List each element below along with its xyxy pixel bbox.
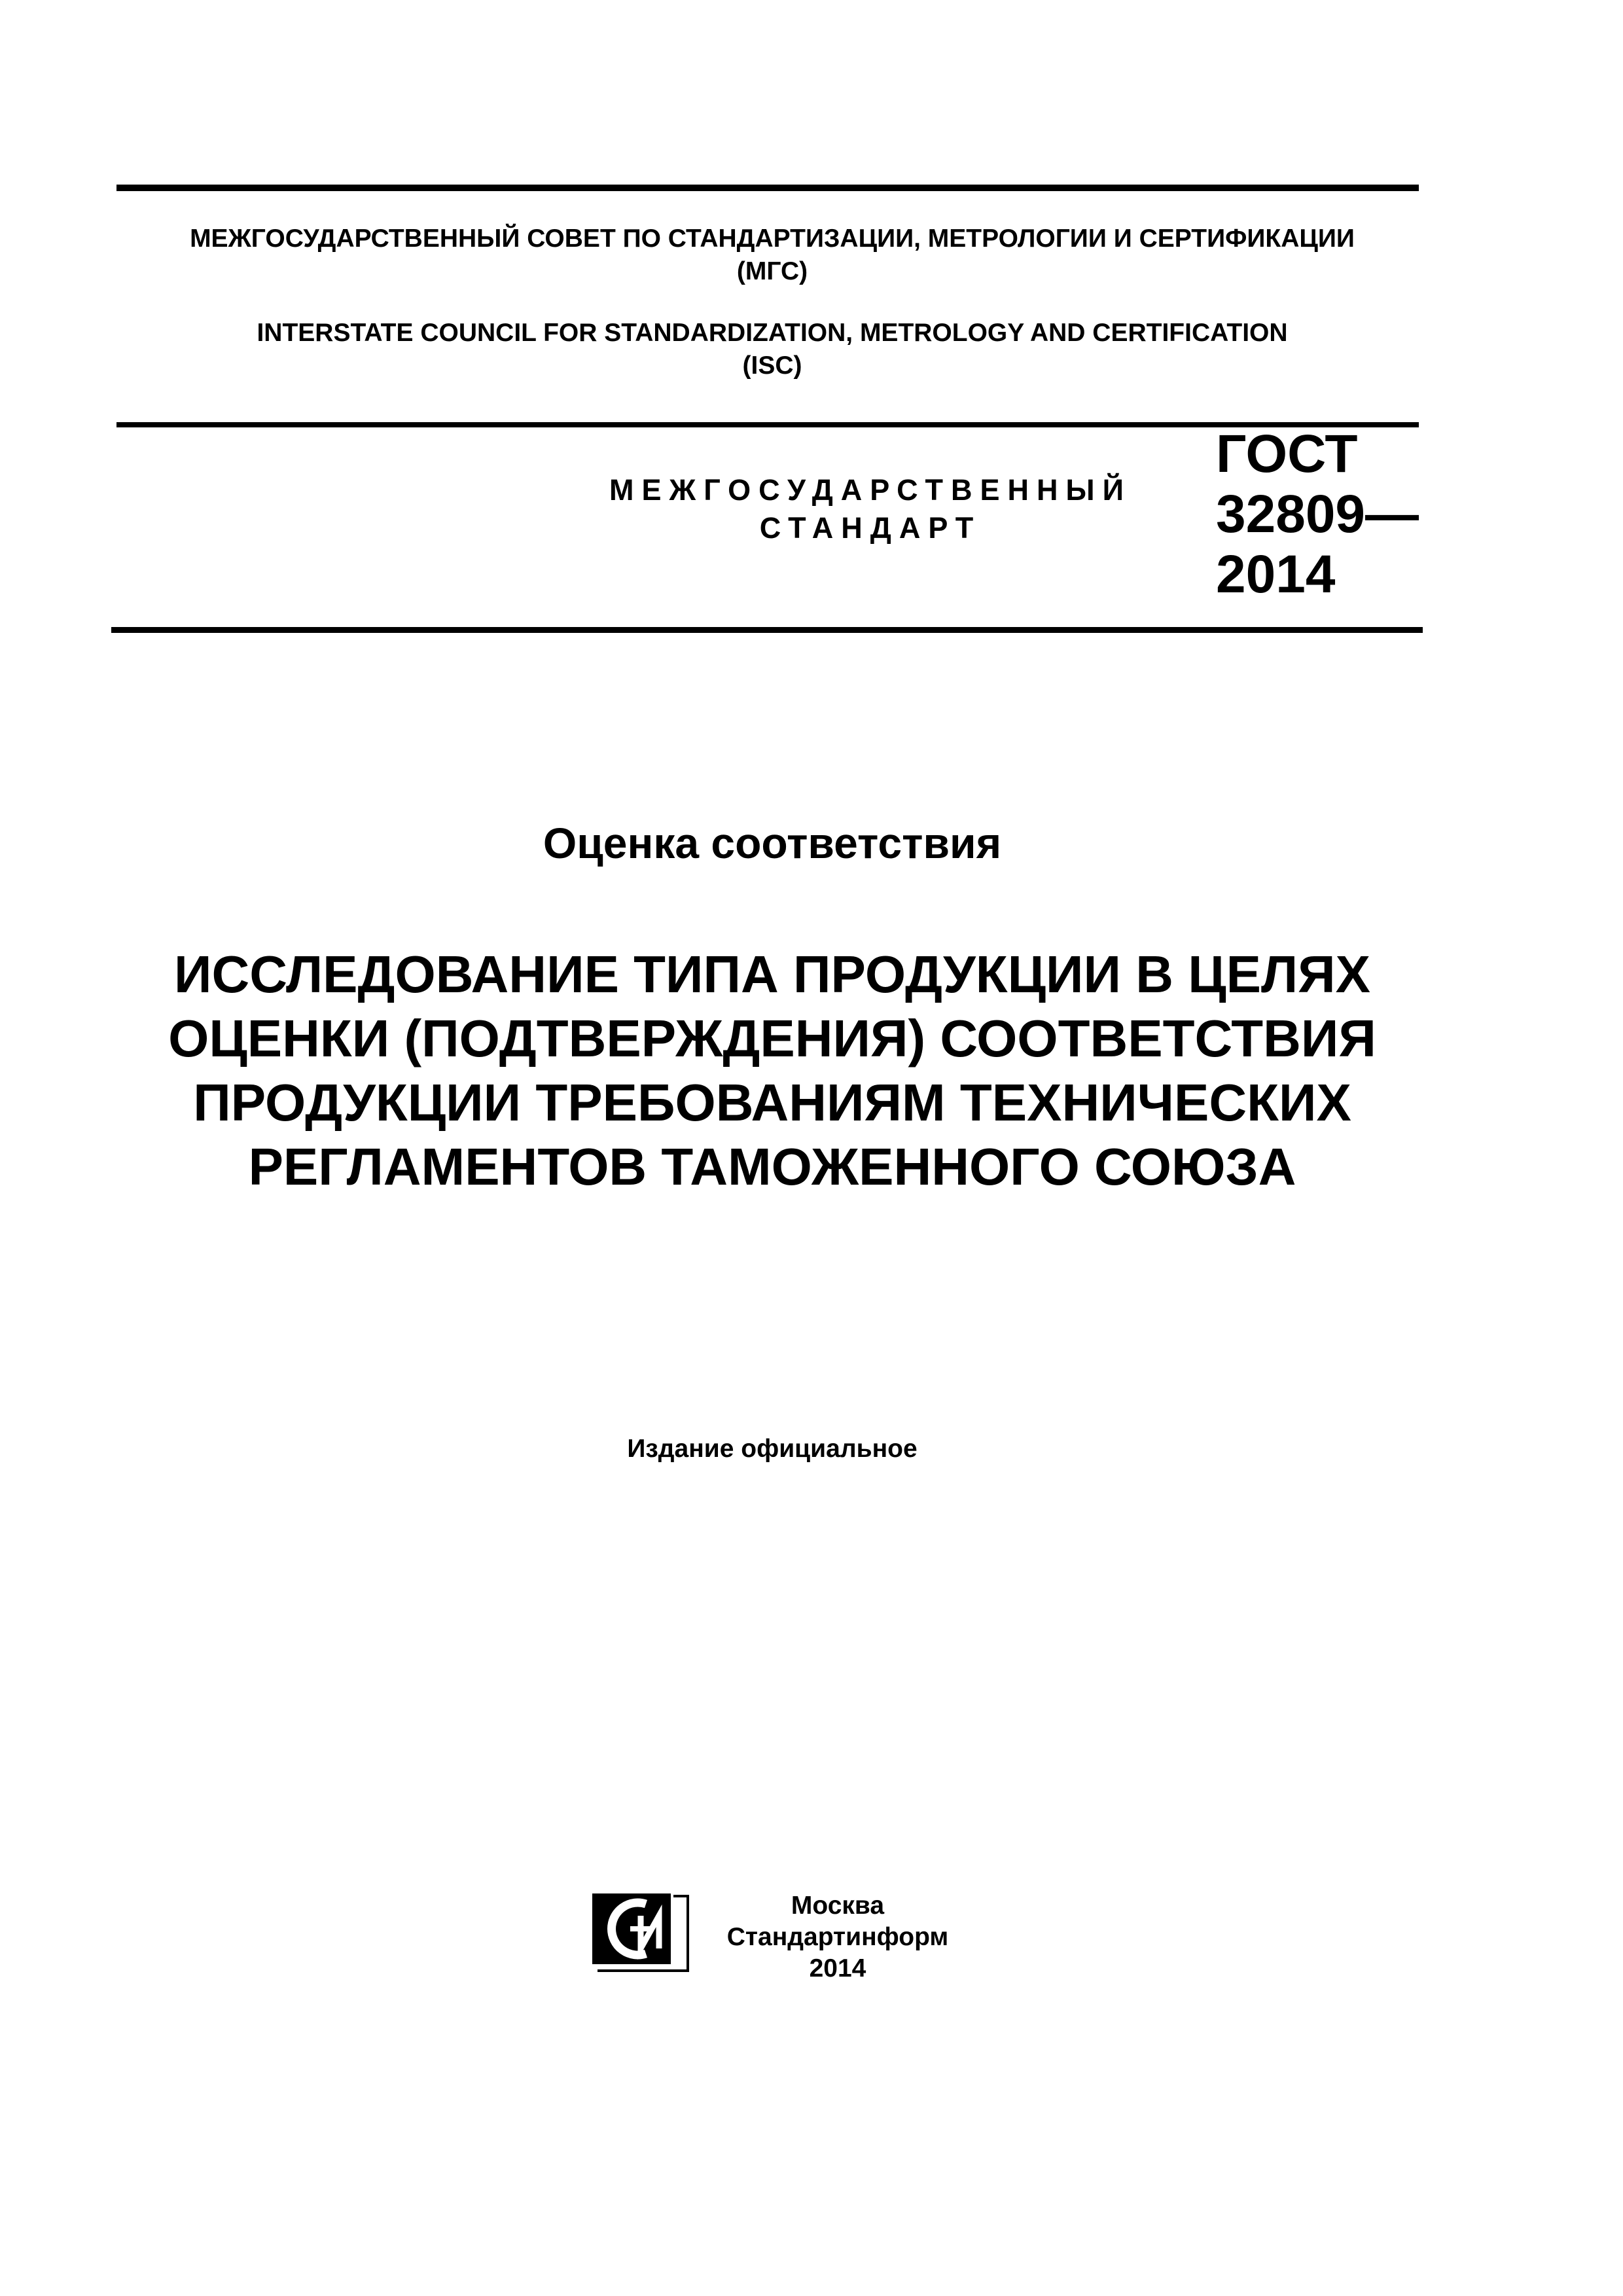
council-header <box>118 223 1427 382</box>
standard-type <box>510 471 1230 547</box>
edition-label: Издание официальное <box>627 1435 918 1463</box>
main-title-line3: ПРОДУКЦИИ ТРЕБОВАНИЯМ ТЕХНИЧЕСКИХ <box>193 1073 1351 1132</box>
gost-code-line2: 32809— <box>1216 484 1419 544</box>
publisher-block <box>713 1890 962 1984</box>
publisher-name: Стандартинформ <box>726 1923 949 1951</box>
bottom-rule <box>111 627 1423 633</box>
main-title-line1: ИССЛЕДОВАНИЕ ТИПА ПРОДУКЦИИ В ЦЕЛЯХ <box>173 945 1371 1003</box>
standard-type-line2: СТАНДАРТ <box>759 511 982 545</box>
gost-code <box>1216 424 1419 605</box>
publisher-year: 2014 <box>809 1954 866 1982</box>
gost-code-line3: 2014 <box>1216 545 1336 604</box>
gost-code-line1: ГОСТ <box>1216 424 1358 484</box>
publisher-city: Москва <box>791 1892 885 1920</box>
subtitle: Оценка соответствия <box>543 819 1002 867</box>
council-name-ru: МЕЖГОСУДАРСТВЕННЫЙ СОВЕТ ПО СТАНДАРТИЗАЦИИ, МЕТРОЛОГИИ И СЕРТИФИКАЦИИ <box>190 224 1355 253</box>
standartinform-logo-icon <box>592 1893 692 1975</box>
council-abbr-en: (ISC) <box>742 351 802 380</box>
main-title-line2: ОЦЕНКИ (ПОДТВЕРЖДЕНИЯ) СООТВЕТСТВИЯ <box>168 1009 1376 1067</box>
main-title <box>92 942 1453 1199</box>
council-name-en: INTERSTATE COUNCIL FOR STANDARDIZATION, METROLOGY AND CERTIFICATION <box>257 319 1288 347</box>
council-abbr-ru: (МГС) <box>736 257 808 285</box>
main-title-line4: РЕГЛАМЕНТОВ ТАМОЖЕННОГО СОЮЗА <box>248 1138 1296 1196</box>
top-rule <box>116 185 1419 191</box>
standard-type-line1: МЕЖГОСУДАРСТВЕННЫЙ <box>609 473 1132 507</box>
